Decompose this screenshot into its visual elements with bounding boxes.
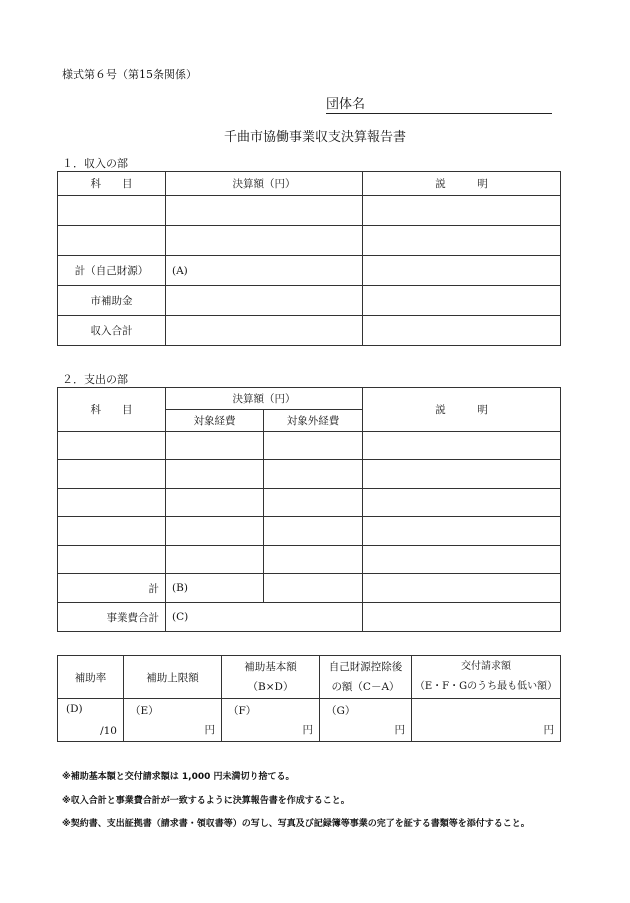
expense-description-cell[interactable] (363, 517, 561, 546)
income-item-cell[interactable] (58, 196, 166, 226)
expense-item-cell[interactable] (58, 546, 166, 574)
income-description-cell[interactable] (363, 286, 561, 316)
organization-label: 団体名 (326, 97, 366, 112)
expense-table (57, 387, 561, 632)
expense-target-cell[interactable] (166, 432, 264, 460)
expense-total-nontarget[interactable] (264, 574, 363, 603)
expense-nontarget-cell[interactable] (264, 489, 363, 517)
income-subsidy-label: 市補助金 (58, 286, 166, 316)
expense-total-label: 計 (58, 574, 166, 603)
expense-grand-total-label: 事業費合計 (58, 603, 166, 632)
expense-grand-total-amount[interactable]: (C) (166, 603, 363, 632)
income-section-title: １．収入の部 (62, 157, 128, 170)
income-description-cell[interactable] (363, 196, 561, 226)
expense-total-target[interactable]: (B) (166, 574, 264, 603)
expense-target-cell[interactable] (166, 546, 264, 574)
income-amount-cell[interactable] (166, 196, 363, 226)
expense-description-cell[interactable] (363, 460, 561, 489)
expense-item-cell[interactable] (58, 432, 166, 460)
income-amount-cell[interactable] (166, 226, 363, 256)
expense-nontarget-cell[interactable] (264, 432, 363, 460)
expense-header-description: 説 明 (363, 388, 561, 432)
code-e: （E） (130, 705, 159, 717)
income-description-cell[interactable] (363, 226, 561, 256)
form-number: 様式第６号（第15条関係） (62, 68, 197, 81)
expense-nontarget-cell[interactable] (264, 517, 363, 546)
expense-target-cell[interactable] (166, 460, 264, 489)
self-deduction-cell[interactable] (320, 699, 412, 742)
income-total-amount[interactable] (166, 316, 363, 346)
note-rounding: ※補助基本額と交付請求額は 1,000 円未満切り捨てる。 (62, 772, 295, 782)
note-attachments: ※契約書、支出証拠書（請求書・領収書等）の写し、写真及び記録簿等事業の完了を証する書類等を添付すること。 (62, 819, 530, 829)
expense-target-cell[interactable] (166, 517, 264, 546)
expense-description-cell[interactable] (363, 489, 561, 517)
expense-nontarget-cell[interactable] (264, 546, 363, 574)
expense-item-cell[interactable] (58, 517, 166, 546)
expense-description-cell[interactable] (363, 432, 561, 460)
note-totals-match: ※収入合計と事業費合計が一致するように決算報告書を作成すること。 (62, 796, 350, 806)
yen-unit: 円 (394, 724, 405, 736)
income-self-funds-label: 計（自己財源） (58, 256, 166, 286)
income-total-label: 収入合計 (58, 316, 166, 346)
yen-unit: 円 (302, 724, 313, 736)
expense-target-cell[interactable] (166, 489, 264, 517)
expense-nontarget-cell[interactable] (264, 460, 363, 489)
yen-unit: 円 (204, 724, 215, 736)
yen-unit: 円 (543, 724, 554, 736)
subsidy-base-header: 補助基本額 （B×D） (222, 656, 320, 699)
subsidy-rate-cell[interactable] (58, 699, 124, 742)
code-d: (D) (66, 703, 83, 715)
grant-request-header: 交付請求額 （E・F・Gのうち最も低い額） (412, 656, 561, 699)
organization-name-field[interactable] (326, 93, 552, 114)
document-title: 千曲市協働事業収支決算報告書 (223, 130, 406, 145)
expense-section-title: ２．支出の部 (62, 373, 128, 386)
expense-item-cell[interactable] (58, 489, 166, 517)
expense-description-cell[interactable] (363, 603, 561, 632)
subsidy-base-cell[interactable] (222, 699, 320, 742)
income-header-item: 科 目 (58, 172, 166, 196)
income-description-cell[interactable] (363, 316, 561, 346)
expense-description-cell[interactable] (363, 574, 561, 603)
subsidy-rate-header: 補助率 (58, 656, 124, 699)
income-header-amount: 決算額（円） (166, 172, 363, 196)
code-g: （G） (326, 705, 356, 717)
income-self-funds-amount[interactable]: (A) (166, 256, 363, 286)
expense-header-target: 対象経費 (166, 410, 264, 432)
self-deduction-header: 自己財源控除後 の額（C－A） (320, 656, 412, 699)
income-description-cell[interactable] (363, 256, 561, 286)
income-item-cell[interactable] (58, 226, 166, 256)
expense-header-item: 科 目 (58, 388, 166, 432)
expense-header-amount: 決算額（円） (166, 388, 363, 410)
grant-request-cell[interactable] (412, 699, 561, 742)
subsidy-summary-table (57, 655, 561, 742)
code-f: （F） (228, 705, 257, 717)
subsidy-cap-header: 補助上限額 (124, 656, 222, 699)
expense-header-nontarget: 対象外経費 (264, 410, 363, 432)
income-header-description: 説 明 (363, 172, 561, 196)
rate-suffix: /10 (100, 725, 117, 737)
expense-item-cell[interactable] (58, 460, 166, 489)
income-table (57, 171, 561, 346)
income-subsidy-amount[interactable] (166, 286, 363, 316)
expense-description-cell[interactable] (363, 546, 561, 574)
subsidy-cap-cell[interactable] (124, 699, 222, 742)
